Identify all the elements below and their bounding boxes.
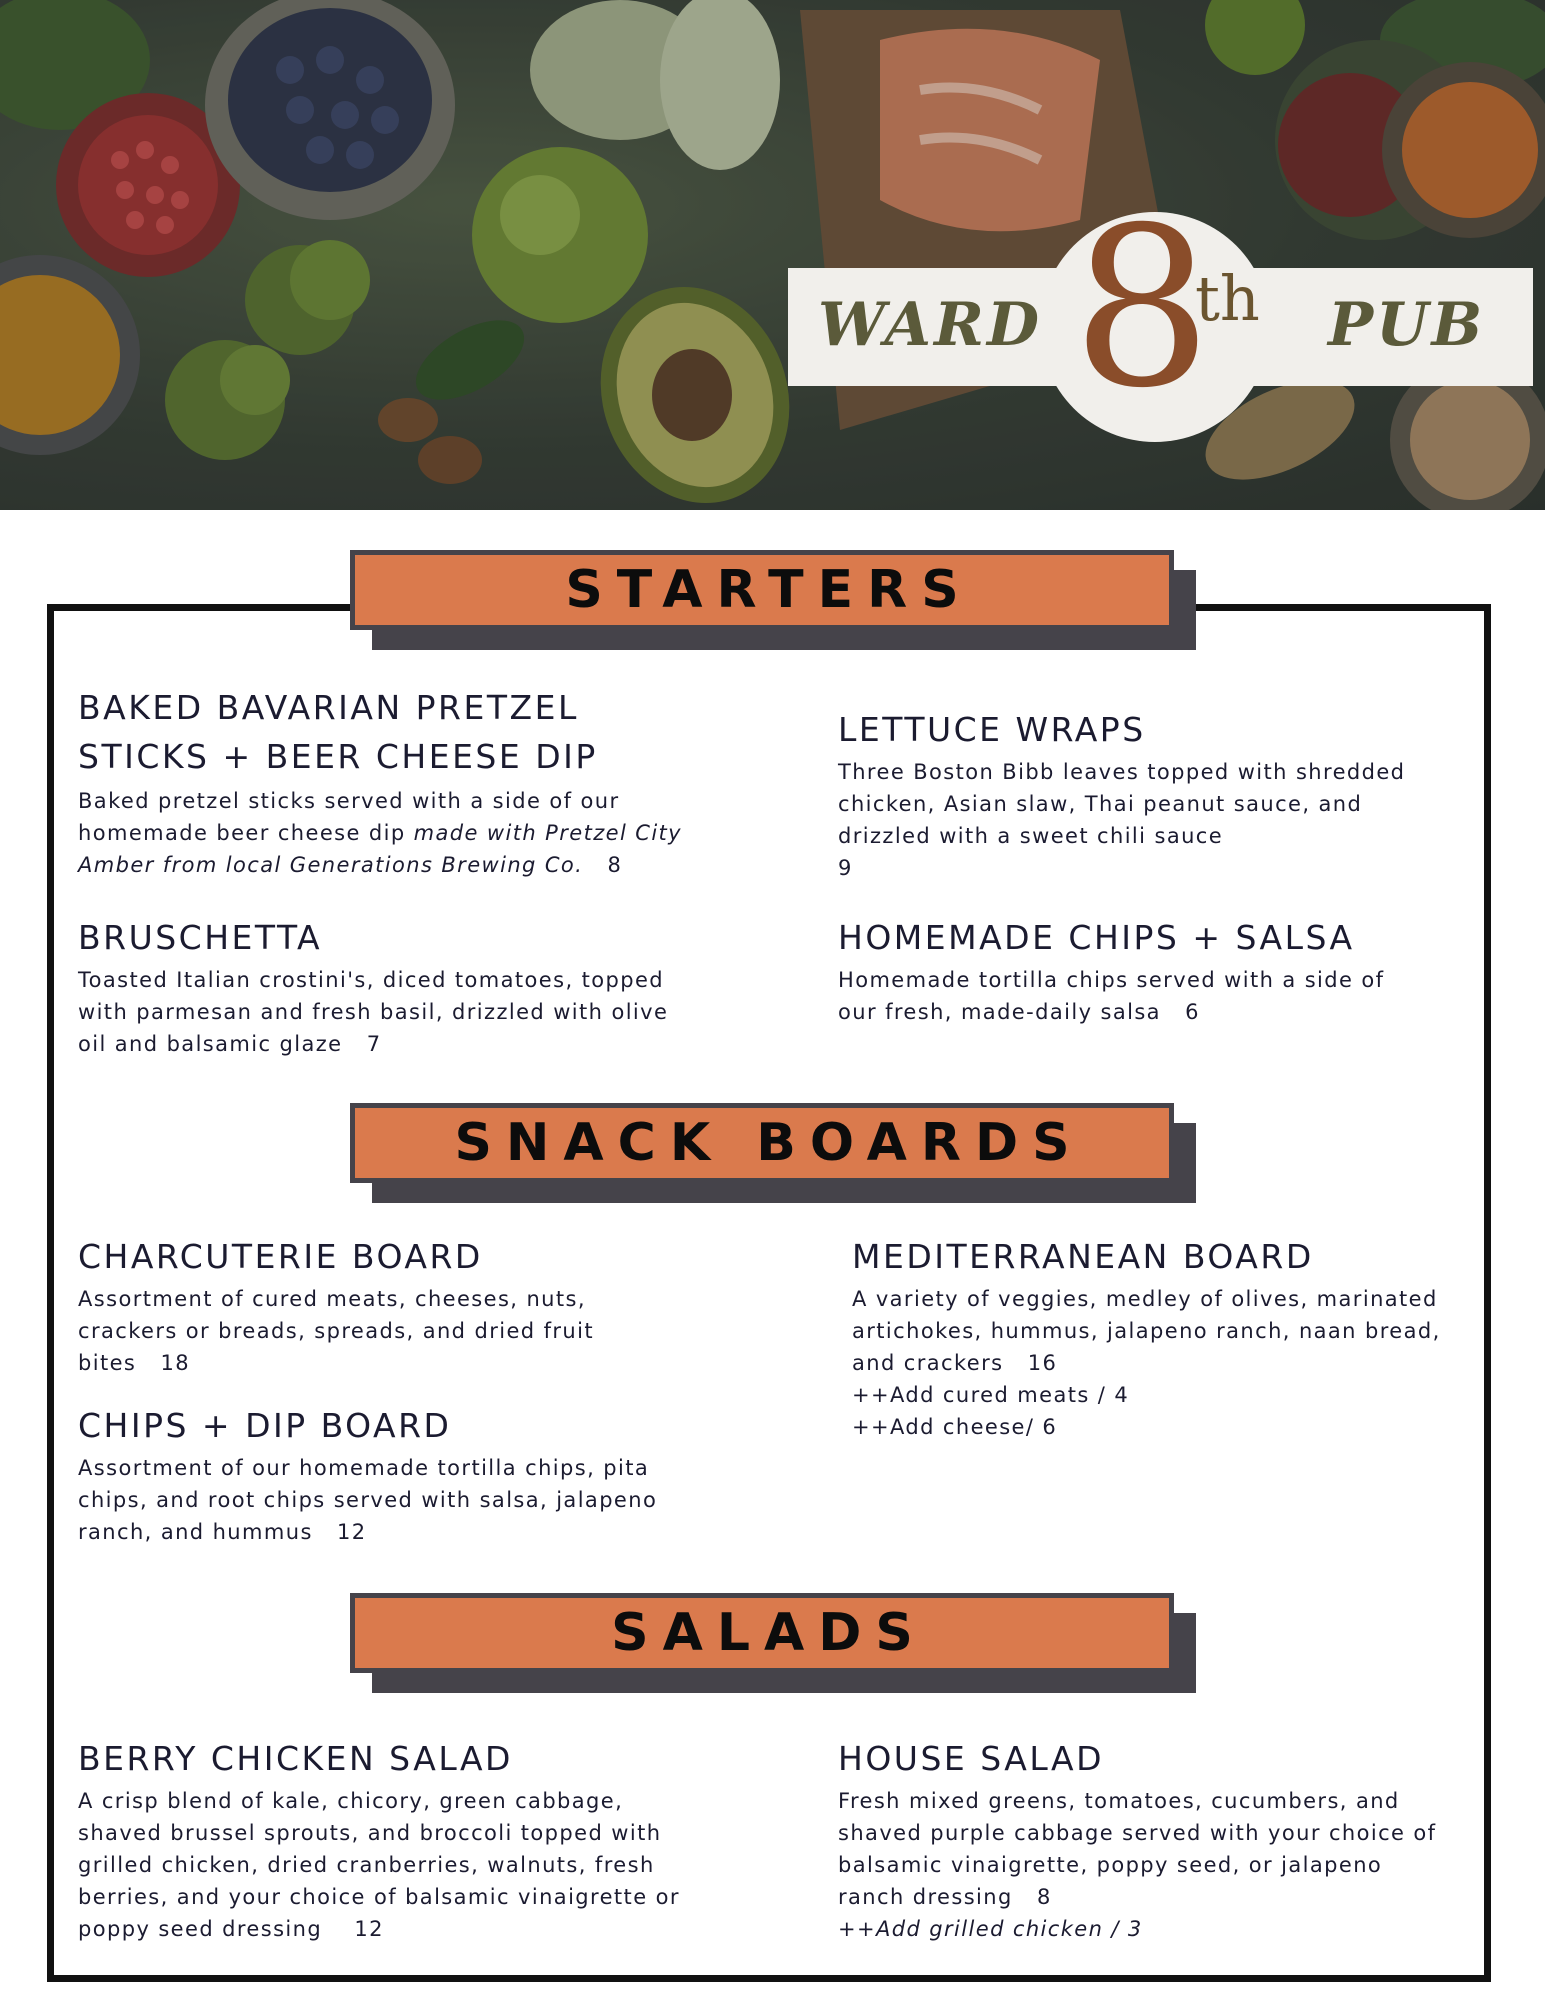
item-addon: ++Add cheese/ 6 [852, 1415, 1058, 1439]
item-description: A crisp blend of kale, chicory, green cabbage, shaved brussel sprouts, and broccoli topped with grilled chicken, dried cranberries, walnuts, fresh berries, and your choice of balsamic vinaigrette or poppy seed dressing 12 [78, 1789, 680, 1941]
item-name: MEDITERRANEAN BOARD [852, 1237, 1314, 1276]
logo-suffix: th [1195, 262, 1260, 335]
item-description: Fresh mixed greens, tomatoes, cucumbers, and shaved purple cabbage served with your choice of balsamic vinaigrette, poppy seed, or jalapeno ranch dressing 8 ++Add grilled chicken / 3 [838, 1785, 1453, 1945]
item-addon: ++Add cured meats / 4 [852, 1383, 1130, 1407]
item-price: 9 [838, 856, 853, 880]
item-name: BERRY CHICKEN SALAD [78, 1739, 513, 1778]
item-price: 12 [337, 1520, 367, 1544]
hero-overlay [0, 0, 1545, 510]
menu-item-lettuce-wraps [838, 705, 1438, 884]
item-price: 8 [1036, 1885, 1052, 1909]
section-banner-snack-boards [350, 1103, 1174, 1183]
item-description: Three Boston Bibb leaves topped with shredded chicken, Asian slaw, Thai peanut sauce, and drizzled with a sweet chili sauce 9 [838, 756, 1423, 884]
item-price: 16 [1027, 1351, 1058, 1375]
item-price: 18 [160, 1351, 191, 1375]
menu-item-house-salad [838, 1734, 1458, 1945]
section-title-salads: SALADS [611, 1603, 927, 1663]
menu-item-mediterranean [852, 1232, 1462, 1443]
item-description: Toasted Italian crostini's, diced tomatoes, topped with parmesan and fresh basil, drizzled with olive oil and balsamic glaze 7 [78, 968, 669, 1056]
item-name: HOUSE SALAD [838, 1739, 1104, 1778]
item-price: 8 [607, 853, 623, 877]
item-price: 7 [366, 1032, 382, 1056]
banner-plate [350, 1103, 1174, 1183]
item-name: HOMEMADE CHIPS + SALSA [838, 918, 1355, 957]
banner-plate [350, 1593, 1174, 1673]
section-title-snack-boards: SNACK BOARDS [454, 1113, 1084, 1173]
item-name-line: STICKS + BEER CHEESE DIP [78, 737, 598, 776]
item-addon: ++Add grilled chicken / 3 [838, 1917, 1143, 1941]
item-name: CHIPS + DIP BOARD [78, 1406, 452, 1445]
item-price: 12 [354, 1917, 384, 1941]
item-name: LETTUCE WRAPS [838, 710, 1146, 749]
item-price: 6 [1185, 1000, 1200, 1024]
item-name: CHARCUTERIE BOARD [78, 1237, 483, 1276]
hero-food-banner [0, 0, 1545, 510]
section-banner-starters [350, 550, 1174, 630]
item-name: BRUSCHETTA [78, 918, 323, 957]
menu-item-berry-chicken-salad [78, 1734, 718, 1945]
item-name-line: BAKED BAVARIAN PRETZEL [78, 688, 579, 727]
item-description: Assortment of cured meats, cheeses, nuts, crackers or breads, spreads, and dried fruit bites 18 [78, 1287, 595, 1375]
item-description: Homemade tortilla chips served with a side of our fresh, made-daily salsa 6 [838, 968, 1385, 1024]
menu-item-chips-salsa [838, 913, 1438, 1028]
item-description: Baked pretzel sticks served with a side of our homemade beer cheese dip made with Pretzel City Amber from local Generations Brewing Co. 8 [78, 789, 683, 877]
menu-item-charcuterie [78, 1232, 718, 1379]
section-title-starters: STARTERS [565, 560, 973, 620]
section-banner-salads [350, 1593, 1174, 1673]
item-description-italic: made with Pretzel City Amber from local Generations Brewing Co. [78, 821, 683, 877]
logo-number: 8 [1072, 180, 1212, 436]
banner-plate [350, 550, 1174, 630]
logo-word-pub: PUB [1328, 290, 1486, 360]
menu-item-chips-dip-board [78, 1401, 718, 1548]
item-description: A variety of veggies, medley of olives, marinated artichokes, hummus, jalapeno ranch, naan bread, and crackers 16 ++Add cured meats / 4 ++Add cheese/ 6 [852, 1283, 1457, 1443]
menu-item-bruschetta [78, 913, 718, 1060]
logo-word-ward: WARD [818, 290, 1042, 360]
menu-item-pretzel [78, 683, 718, 881]
item-description: Assortment of our homemade tortilla chips, pita chips, and root chips served with salsa, jalapeno ranch, and hummus 12 [78, 1456, 658, 1544]
